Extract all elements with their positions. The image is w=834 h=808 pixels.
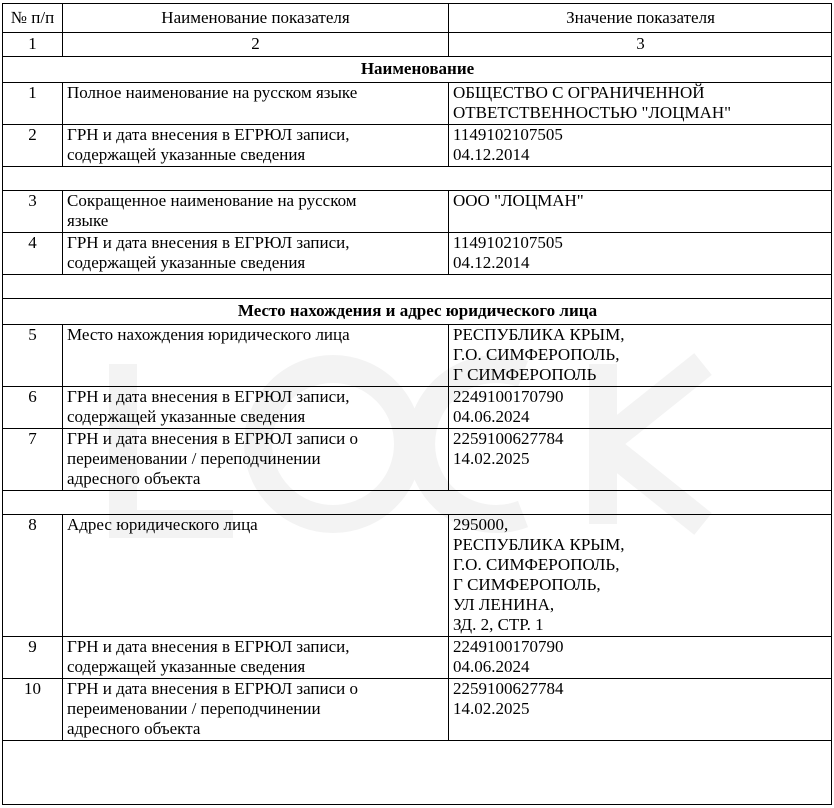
table-row	[3, 637, 833, 679]
spacer-row	[3, 491, 833, 515]
spacer-cell	[3, 275, 833, 299]
spacer-cell	[3, 491, 833, 515]
indicator-label	[63, 679, 449, 741]
indicator-value	[449, 83, 833, 125]
value-line: 04.12.2014	[453, 145, 530, 164]
value-line: 1149102107505	[453, 233, 563, 252]
value-line: ООО "ЛОЦМАН"	[453, 191, 584, 210]
value-line: 14.02.2025	[453, 699, 530, 718]
table-row	[3, 125, 833, 167]
label-line: адресного объекта	[67, 719, 201, 738]
value-line: ОБЩЕСТВО С ОГРАНИЧЕННОЙ	[453, 83, 705, 102]
value-line: Г.О. СИМФЕРОПОЛЬ,	[453, 345, 620, 364]
label-line: переименовании / переподчинении	[67, 449, 321, 468]
registry-table	[2, 3, 832, 741]
label-line: Место нахождения юридического лица	[67, 325, 350, 344]
row-number: 4	[3, 233, 63, 275]
table-row	[3, 83, 833, 125]
egrul-extract-sheet	[2, 3, 832, 805]
indicator-label	[63, 191, 449, 233]
value-line: РЕСПУБЛИКА КРЫМ,	[453, 325, 625, 344]
label-line: адресного объекта	[67, 469, 201, 488]
label-line: ГРН и дата внесения в ЕГРЮЛ записи,	[67, 387, 350, 406]
column-index-row	[3, 33, 833, 57]
indicator-value	[449, 679, 833, 741]
value-line: 2249100170790	[453, 387, 564, 406]
indicator-label	[63, 233, 449, 275]
value-line: ЗД. 2, СТР. 1	[453, 615, 544, 634]
table-row	[3, 325, 833, 387]
table-row	[3, 387, 833, 429]
row-number: 7	[3, 429, 63, 491]
label-line: Полное наименование на русском языке	[67, 83, 358, 102]
value-line: 2249100170790	[453, 637, 564, 656]
label-line: переименовании / переподчинении	[67, 699, 321, 718]
indicator-value	[449, 191, 833, 233]
table-row	[3, 515, 833, 637]
column-header-number: № п/п	[3, 4, 63, 33]
table-row	[3, 191, 833, 233]
spacer-row	[3, 167, 833, 191]
column-index-2: 2	[63, 33, 449, 57]
indicator-label	[63, 125, 449, 167]
label-line: языке	[67, 211, 109, 230]
indicator-label	[63, 429, 449, 491]
indicator-label	[63, 637, 449, 679]
indicator-value	[449, 233, 833, 275]
table-row	[3, 429, 833, 491]
row-number: 10	[3, 679, 63, 741]
indicator-label	[63, 515, 449, 637]
column-index-3: 3	[449, 33, 833, 57]
row-number: 8	[3, 515, 63, 637]
indicator-value	[449, 515, 833, 637]
value-line: ОТВЕТСТВЕННОСТЬЮ "ЛОЦМАН"	[453, 103, 732, 122]
row-number: 1	[3, 83, 63, 125]
indicator-label	[63, 325, 449, 387]
value-line: 04.12.2014	[453, 253, 530, 272]
row-number: 2	[3, 125, 63, 167]
label-line: ГРН и дата внесения в ЕГРЮЛ записи о	[67, 679, 358, 698]
spacer-cell	[3, 167, 833, 191]
value-line: 04.06.2024	[453, 657, 530, 676]
value-line: 14.02.2025	[453, 449, 530, 468]
table-row	[3, 233, 833, 275]
row-number: 5	[3, 325, 63, 387]
section-heading-address: Место нахождения и адрес юридического лица	[3, 299, 833, 325]
value-line: 2259100627784	[453, 679, 564, 698]
indicator-label	[63, 387, 449, 429]
indicator-value	[449, 125, 833, 167]
spacer-row	[3, 275, 833, 299]
column-index-1: 1	[3, 33, 63, 57]
value-line: Г СИМФЕРОПОЛЬ	[453, 365, 597, 384]
value-line: УЛ ЛЕНИНА,	[453, 595, 555, 614]
header-row	[3, 4, 833, 33]
section-heading-name: Наименование	[3, 57, 833, 83]
label-line: содержащей указанные сведения	[67, 407, 306, 426]
row-number: 9	[3, 637, 63, 679]
column-header-indicator-value: Значение показателя	[449, 4, 833, 33]
label-line: содержащей указанные сведения	[67, 253, 306, 272]
value-line: 295000,	[453, 515, 509, 534]
label-line: ГРН и дата внесения в ЕГРЮЛ записи о	[67, 429, 358, 448]
value-line: 04.06.2024	[453, 407, 530, 426]
label-line: ГРН и дата внесения в ЕГРЮЛ записи,	[67, 637, 350, 656]
indicator-value	[449, 429, 833, 491]
indicator-value	[449, 325, 833, 387]
label-line: Адрес юридического лица	[67, 515, 258, 534]
label-line: Сокращенное наименование на русском	[67, 191, 357, 210]
section-heading-row	[3, 299, 833, 325]
label-line: содержащей указанные сведения	[67, 657, 306, 676]
label-line: ГРН и дата внесения в ЕГРЮЛ записи,	[67, 233, 350, 252]
label-line: содержащей указанные сведения	[67, 145, 306, 164]
indicator-value	[449, 637, 833, 679]
indicator-label	[63, 83, 449, 125]
value-line: Г.О. СИМФЕРОПОЛЬ,	[453, 555, 620, 574]
row-number: 3	[3, 191, 63, 233]
value-line: РЕСПУБЛИКА КРЫМ,	[453, 535, 625, 554]
column-header-indicator-name: Наименование показателя	[63, 4, 449, 33]
value-line: 2259100627784	[453, 429, 564, 448]
table-row	[3, 679, 833, 741]
section-heading-row	[3, 57, 833, 83]
label-line: ГРН и дата внесения в ЕГРЮЛ записи,	[67, 125, 350, 144]
value-line: 1149102107505	[453, 125, 563, 144]
indicator-value	[449, 387, 833, 429]
row-number: 6	[3, 387, 63, 429]
value-line: Г СИМФЕРОПОЛЬ,	[453, 575, 601, 594]
